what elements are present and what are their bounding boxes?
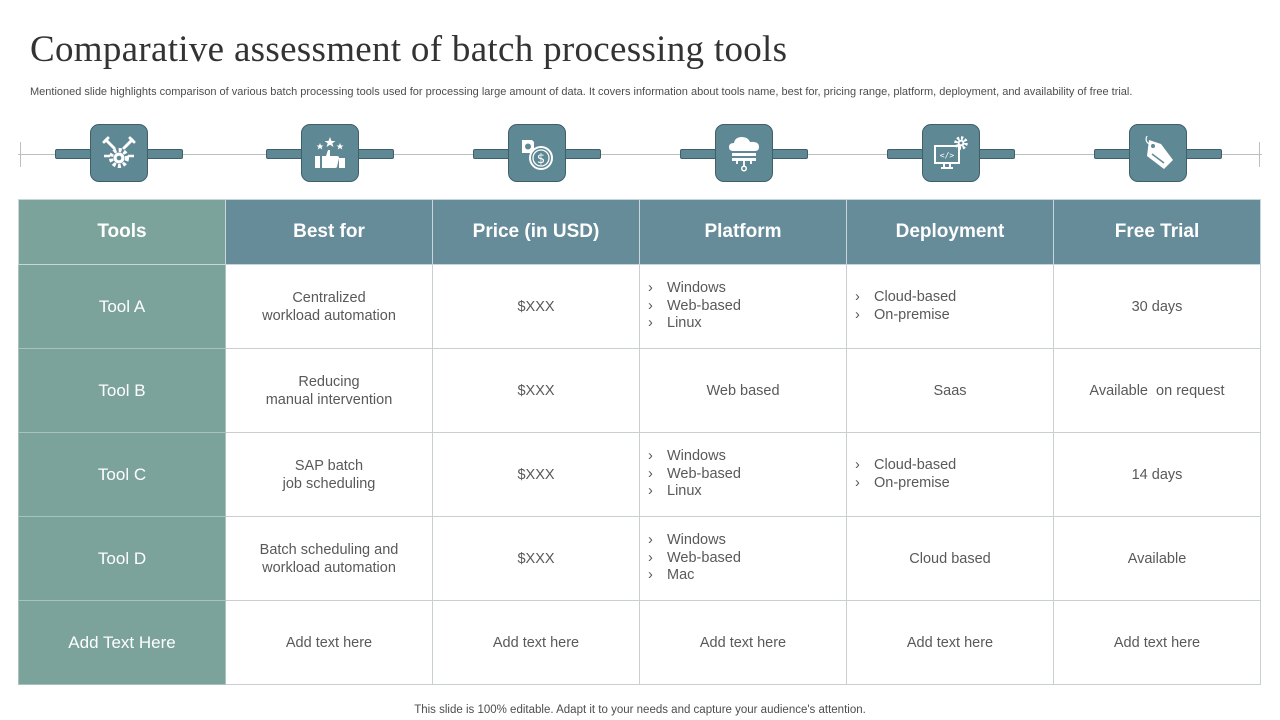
footer-note: This slide is 100% editable. Adapt it to your needs and capture your audience's attention. xyxy=(414,704,866,716)
platform-item: › Web-based xyxy=(648,298,838,316)
price-cell: $XXX xyxy=(433,433,640,517)
table-row xyxy=(19,265,1261,349)
price-cell: $XXX xyxy=(433,265,640,349)
tools-gear-icon xyxy=(90,124,148,182)
deployment-list xyxy=(855,289,1045,324)
platform-cell xyxy=(640,517,847,601)
platform-item: › Windows xyxy=(648,280,838,298)
best-for-cell xyxy=(226,349,433,433)
tool-name-cell: Tool C xyxy=(19,433,226,517)
platform-cell xyxy=(640,433,847,517)
page-subtitle: Mentioned slide highlights comparison of various batch processing tools used for processing large amount of data. It covers information about tools name, best for, pricing range, platform, deployment, and availability of free trial. xyxy=(30,86,1133,98)
tool-name-cell: Tool B xyxy=(19,349,226,433)
deployment-cell: Add text here xyxy=(847,601,1054,685)
platform-cell: Web based xyxy=(640,349,847,433)
comparison-table xyxy=(18,199,1261,685)
table-row xyxy=(19,601,1261,685)
table-row xyxy=(19,433,1261,517)
platform-item: › Web-based xyxy=(648,466,838,484)
free-trial-cell: 14 days xyxy=(1054,433,1261,517)
deployment-item: › Cloud-based xyxy=(855,457,1045,475)
strip-divider-line xyxy=(18,154,1262,155)
svg-text:$: $ xyxy=(536,152,546,167)
best-for-line: SAP batch xyxy=(294,457,364,474)
icon-unit-price xyxy=(473,118,601,190)
icon-unit-tools xyxy=(55,118,183,190)
deployment-cell xyxy=(847,265,1054,349)
deployment-cell: Cloud based xyxy=(847,517,1054,601)
platform-list xyxy=(648,448,838,501)
deployment-cell xyxy=(847,433,1054,517)
price-cell: $XXX xyxy=(433,349,640,433)
deployment-item: › Cloud-based xyxy=(855,289,1045,307)
page-title: Comparative assessment of batch processing tools xyxy=(30,29,788,70)
best-for-line: manual intervention xyxy=(265,391,393,408)
icon-unit-best-for xyxy=(266,118,394,190)
header-platform: Platform xyxy=(640,200,847,265)
strip-left-tick xyxy=(20,142,21,167)
tool-name-cell: Add Text Here xyxy=(19,601,226,685)
platform-list xyxy=(648,532,838,585)
free-trial-cell: Available xyxy=(1054,517,1261,601)
platform-item: › Mac xyxy=(648,567,838,585)
header-best-for: Best for xyxy=(226,200,433,265)
platform-item: › Linux xyxy=(648,315,838,333)
platform-cell: Add text here xyxy=(640,601,847,685)
platform-item: › Windows xyxy=(648,532,838,550)
best-for-cell: Add text here xyxy=(226,601,433,685)
platform-item: › Windows xyxy=(648,448,838,466)
best-for-line: Centralized xyxy=(292,289,366,306)
table-header-row xyxy=(19,200,1261,265)
icon-unit-free-trial xyxy=(1094,118,1222,190)
header-free-trial: Free Trial xyxy=(1054,200,1261,265)
best-for-cell xyxy=(226,433,433,517)
platform-item: › Linux xyxy=(648,483,838,501)
best-for-line: Reducing xyxy=(298,373,360,390)
thumbs-up-stars-icon xyxy=(301,124,359,182)
header-price: Price (in USD) xyxy=(433,200,640,265)
deployment-item: › On-premise xyxy=(855,475,1045,493)
monitor-code-gear-icon xyxy=(922,124,980,182)
free-trial-cell: Available on request xyxy=(1054,349,1261,433)
best-for-line: workload automation xyxy=(262,307,396,324)
cloud-network-icon xyxy=(715,124,773,182)
best-for-line: workload automation xyxy=(262,559,396,576)
price-cell: Add text here xyxy=(433,601,640,685)
table-row xyxy=(19,349,1261,433)
best-for-cell xyxy=(226,265,433,349)
tool-name-cell: Tool A xyxy=(19,265,226,349)
platform-item: › Web-based xyxy=(648,550,838,568)
header-deployment: Deployment xyxy=(847,200,1054,265)
icon-unit-platform xyxy=(680,118,808,190)
strip-right-tick xyxy=(1259,142,1260,167)
price-cell: $XXX xyxy=(433,517,640,601)
icon-unit-deployment xyxy=(887,118,1015,190)
deployment-cell: Saas xyxy=(847,349,1054,433)
deployment-list xyxy=(855,457,1045,492)
price-dollar-icon xyxy=(508,124,566,182)
svg-text:</>: </> xyxy=(939,151,955,160)
best-for-line: job scheduling xyxy=(282,475,376,492)
best-for-line: Batch scheduling and xyxy=(259,541,399,558)
header-tools: Tools xyxy=(19,200,226,265)
best-for-cell xyxy=(226,517,433,601)
free-trial-tag-icon xyxy=(1129,124,1187,182)
free-trial-cell: 30 days xyxy=(1054,265,1261,349)
free-trial-cell: Add text here xyxy=(1054,601,1261,685)
platform-cell xyxy=(640,265,847,349)
tool-name-cell: Tool D xyxy=(19,517,226,601)
deployment-item: › On-premise xyxy=(855,307,1045,325)
table-row xyxy=(19,517,1261,601)
platform-list xyxy=(648,280,838,333)
icon-strip xyxy=(18,118,1262,190)
